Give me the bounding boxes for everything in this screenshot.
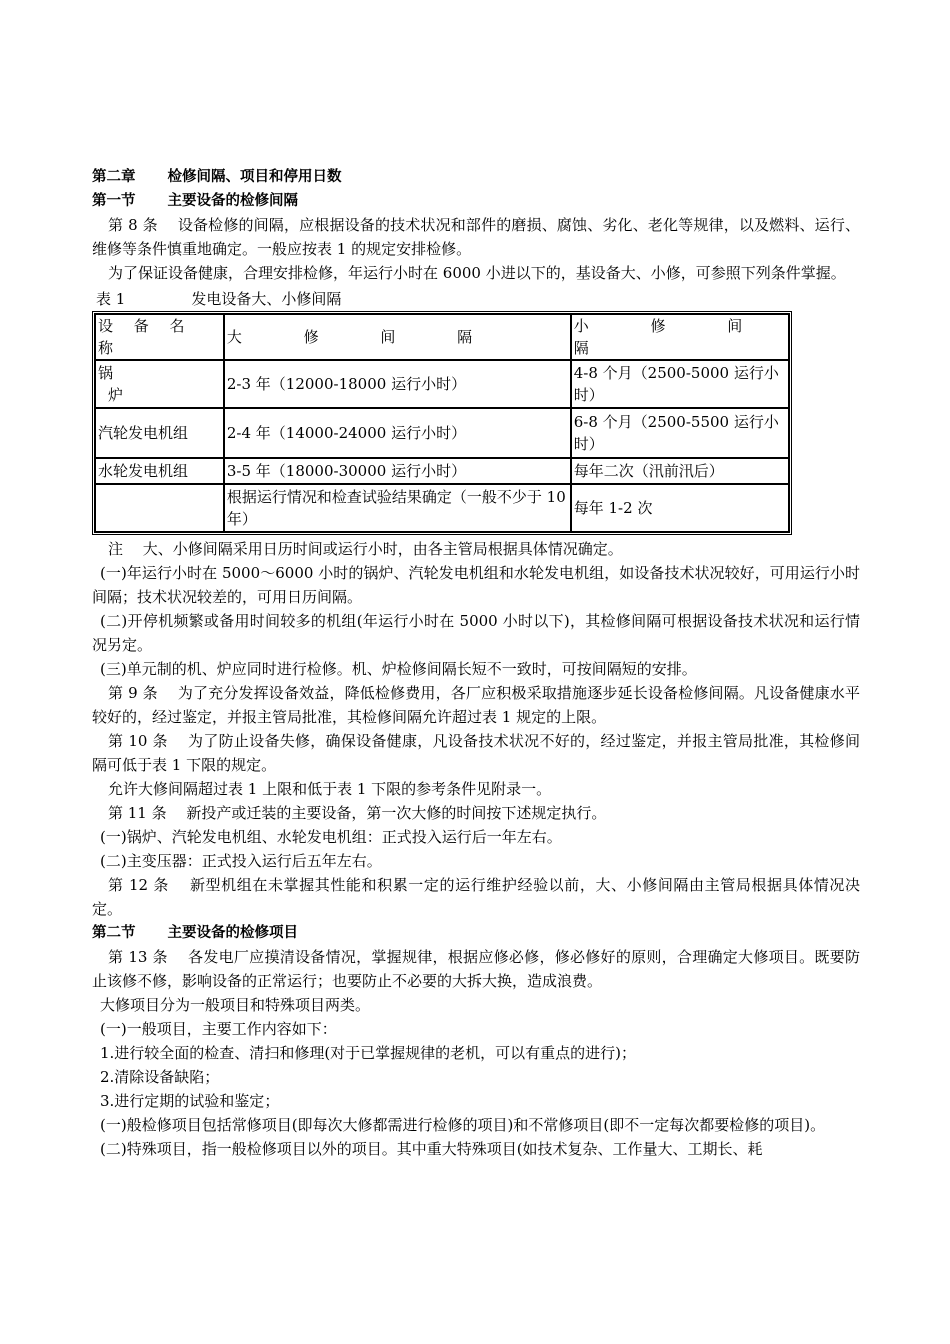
chapter-number: 第二章 (92, 169, 136, 185)
table-title: 发电设备大、小修间隔 (191, 290, 342, 308)
paragraph-article-9: 第 9 条 为了充分发挥设备效益，降低检修费用，各厂应积极采取措施逐步延长设备检修间隔。凡设备健康水平较好的，经过鉴定，并报主管局批准，其检修间隔允许超过表 1 规定的上限。 (92, 684, 860, 726)
table-number: 表 1 (96, 290, 126, 308)
paragraph-article-12: 第 12 条 新型机组在未掌握其性能和积累一定的运行维护经验以前，大、小修间隔由主管局根据具体情况决定。 (92, 876, 860, 918)
paragraph-article-13: 第 13 条 各发电厂应摸清设备情况，掌握规律，根据应修必修，修必修好的原则，合理确定大修项目。既要防止该修不修，影响设备的正常运行；也要防止不必要的大拆大换，造成浪费。 (92, 948, 860, 990)
list-item: 3.进行定期的试验和鉴定； (100, 1092, 280, 1110)
cell-major: 根据运行情况和检查试验结果确定（一般不少于 10 年） (224, 484, 571, 532)
cell-equipment: 汽轮发电机组 (95, 408, 224, 458)
paragraph-article-11-item-1: (一)锅炉、汽轮发电机组、水轮发电机组：正式投入运行后一年左右。 (100, 828, 562, 846)
cell-major: 2-4 年（14000-24000 运行小时） (224, 408, 571, 458)
paragraph-article-10: 第 10 条 为了防止设备失修，确保设备健康，凡设备技术状况不好的，经过鉴定，并报主管局批准，其检修间隔可低于表 1 下限的规定。 (92, 732, 860, 774)
paragraph-general-scope: (一)般检修项目包括常修项目(即每次大修都需进行检修的项目)和不常修项目(即不一定每次都要检修的项目)。 (100, 1116, 826, 1134)
cell-equipment: 水轮发电机组 (95, 458, 224, 484)
cell-minor: 每年二次（汛前汛后） (571, 458, 789, 484)
header-equipment-name: 设 备 名 称 (95, 314, 224, 360)
paragraph-appendix-ref: 允许大修间隔超过表 1 上限和低于表 1 下限的参考条件见附录一。 (108, 780, 552, 798)
list-item: 1.进行较全面的检查、清扫和修理(对于已掌握规律的老机，可以有重点的进行)； (100, 1044, 637, 1062)
table-row (95, 408, 789, 458)
paragraph-note-3: (三)单元制的机、炉应同时进行检修。机、炉检修间隔长短不一致时，可按间隔短的安排。 (100, 660, 697, 678)
chapter-heading (92, 165, 860, 189)
table-caption (96, 287, 860, 309)
chapter-title: 检修间隔、项目和停用日数 (167, 169, 342, 185)
section-heading (92, 921, 860, 945)
cell-major: 2-3 年（12000-18000 运行小时） (224, 360, 571, 408)
paragraph-note-1: (一)年运行小时在 5000～6000 小时的锅炉、汽轮发电机组和水轮发电机组，如设备技术状况较好，可用运行小时间隔；技术状况较差的，可用日历间隔。 (92, 564, 860, 606)
header-minor-interval: 小 修 间 隔 (571, 314, 789, 360)
table-row (95, 458, 789, 484)
cell-minor: 每年 1-2 次 (571, 484, 789, 532)
table-row (95, 360, 789, 408)
cell-equipment (95, 484, 224, 532)
cell-minor: 4-8 个月（2500-5000 运行小时） (571, 360, 789, 408)
table-row (95, 484, 789, 532)
cell-major: 3-5 年（18000-30000 运行小时） (224, 458, 571, 484)
table-header-row (95, 314, 789, 360)
section-heading (92, 189, 860, 213)
cell-minor: 6-8 个月（2500-5500 运行小时） (571, 408, 789, 458)
header-major-interval: 大 修 间 隔 (224, 314, 571, 360)
maintenance-interval-table (92, 311, 805, 535)
paragraph-note-2: (二)开停机频繁或备用时间较多的机组(年运行小时在 5000 小时以下)，其检修间隔可根据设备技术状况和运行情况另定。 (92, 612, 860, 654)
list-item: 2.清除设备缺陷； (100, 1068, 220, 1086)
cell-equipment: 锅 炉 (95, 360, 224, 408)
paragraph-article-8: 第 8 条 设备检修的间隔，应根据设备的技术状况和部件的磨损、腐蚀、劣化、老化等规律，以及燃料、运行、维修等条件慎重地确定。一般应按表 1 的规定安排检修。 (92, 216, 860, 258)
section-number: 第一节 (92, 193, 136, 209)
document-body (92, 165, 860, 1161)
paragraph-item-types: 大修项目分为一般项目和特殊项目两类。 (100, 996, 371, 1014)
paragraph-health: 为了保证设备健康，合理安排检修，年运行小时在 6000 小进以下的，基设备大、小修，可参照下列条件掌握。 (108, 264, 846, 282)
paragraph-note: 注 大、小修间隔采用日历时间或运行小时，由各主管局根据具体情况确定。 (108, 540, 623, 558)
section-number: 第二节 (92, 925, 136, 941)
paragraph-article-11: 第 11 条 新投产或迁装的主要设备，第一次大修的时间按下述规定执行。 (108, 804, 607, 822)
paragraph-special-items: (二)特殊项目，指一般检修项目以外的项目。其中重大特殊项目(如技术复杂、工作量大、工期长、耗 (100, 1140, 763, 1158)
paragraph-article-11-item-2: (二)主变压器：正式投入运行后五年左右。 (100, 852, 382, 870)
section-title: 主要设备的检修项目 (167, 925, 298, 941)
section-title: 主要设备的检修间隔 (167, 193, 298, 209)
paragraph-general-items: (一)一般项目，主要工作内容如下： (100, 1020, 337, 1038)
